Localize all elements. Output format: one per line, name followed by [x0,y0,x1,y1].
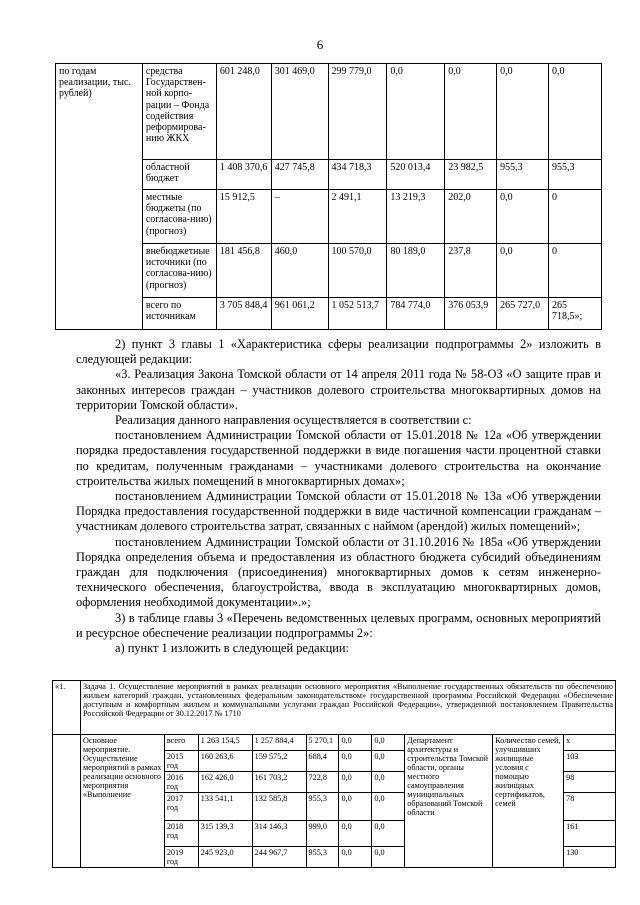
value-cell: 0,0 [372,735,405,751]
period-cell: 2018 год [164,821,198,847]
value-cell: 15 912,5 [216,190,271,244]
value-cell: 5 270,1 [306,735,339,751]
value-cell: 0,0 [387,64,445,160]
value-cell: 301 469,0 [271,64,328,160]
period-cell: 2016 год [164,772,198,793]
indicator-value: 103 [564,751,616,772]
indicator-value: х [564,735,616,751]
value-cell: 1 257 884,4 [252,735,306,751]
paragraph: постановлением Администрации Томской области от 31.10.2016 № 185а «Об утверждении Порядка определения объема и предоставления из областного бюджета субсидий объединениям граждан для подключения (присоединения) многоквартирных домов к сетям инженерно-технического обеспечения, благоустройства, ввода в эксплуатацию многоквартирных домов, оформления необходимой документации».»; [76,534,601,610]
paragraph: 3) в таблице главы 3 «Перечень ведомственных целевых программ, основных мероприятий и ресурсное обеспечение реализации подпрограммы 2»: [76,610,601,640]
value-cell: 237,8 [445,244,497,298]
value-cell: 265 718,5»; [549,298,602,330]
value-cell: 999,0 [306,821,339,847]
value-cell: 13 219,3 [387,190,445,244]
period-cell: 2015 год [164,751,198,772]
value-cell: 1 263 154,5 [198,735,252,751]
finance-table [55,63,602,330]
value-cell: 0,0 [339,821,372,847]
value-cell: 181 456,8 [216,244,271,298]
value-cell: 0,0 [372,793,405,821]
row-number: «1. [53,681,81,735]
value-cell: 0,0 [497,64,549,160]
task-description: Задача 1. Осуществление мероприятий в рамках реализации основного мероприятия «Выполнение государственных обязательств по обеспечению жильем категорий граждан, установленных федеральным законодательством» государственной программы Российской Федерации «Обеспечение доступным и комфортным жильем и коммунальными услугами граждан Российской Федерации», утвержденной постановлением Правительства Российской Федерации от 30.12.2017 № 1710 [80,681,615,735]
value-cell: 315 139,3 [198,821,252,847]
value-cell: 245 923,0 [198,847,252,868]
value-cell: 0,0 [549,64,602,160]
value-cell: 601 248,0 [216,64,271,160]
value-cell: 688,4 [306,751,339,772]
value-cell: 1 052 513,7 [328,298,387,330]
value-cell: 427 745,8 [271,160,328,190]
value-cell: 961 061,2 [271,298,328,330]
table-row [53,735,616,751]
value-cell: 0 [549,190,602,244]
value-cell: 133 541,1 [198,793,252,821]
value-cell: 162 426,0 [198,772,252,793]
value-cell: 0,0 [372,772,405,793]
value-cell: 160 263,6 [198,751,252,772]
indicator-value: 130 [564,847,616,868]
source-label: средства Государствен-ной корпо-рации – Фонда содействия реформирова-нию ЖКХ [142,64,216,160]
table-row [53,681,616,735]
indicator-value: 161 [564,821,616,847]
activity-cell: Основное мероприятие. Осуществление мероприятий в рамках реализации основного мероприятия «Выполнение [80,735,164,868]
paragraph: а) пункт 1 изложить в следующей редакции: [115,641,349,656]
paragraph: «3. Реализация Закона Томской области от 14 апреля 2011 года № 58-ОЗ «О защите прав и законных интересов граждан – участников долевого строительства многоквартирных домов на территории Томской области». [76,367,601,412]
value-cell: 3 705 848,4 [216,298,271,330]
value-cell: 0,0 [497,190,549,244]
value-cell: – [271,190,328,244]
value-cell: 2 491,1 [328,190,387,244]
value-cell: 265 727,0 [497,298,549,330]
source-label: внебюджетные источники (по согласова-нию) (прогноз) [142,244,216,298]
source-label: областной бюджет [142,160,216,190]
amendment-text [76,337,601,656]
value-cell: 722,8 [306,772,339,793]
empty-cell [53,735,81,868]
value-cell: 955,3 [306,793,339,821]
value-cell: 0,0 [372,847,405,868]
value-cell: 0,0 [497,244,549,298]
indicator-value: 78 [564,793,616,821]
value-cell: 299 779,0 [328,64,387,160]
source-label: всего по источникам [142,298,216,330]
value-cell: 784 774,0 [387,298,445,330]
indicator-value: 98 [564,772,616,793]
value-cell: 0,0 [445,64,497,160]
period-header-cell: по годам реализации, тыс. рублей) [56,64,143,330]
value-cell: 955,3 [497,160,549,190]
value-cell: 0 [549,244,602,298]
value-cell: 955,3 [549,160,602,190]
value-cell: 244 967,7 [252,847,306,868]
value-cell: 520 013,4 [387,160,445,190]
paragraph: постановлением Администрации Томской области от 15.01.2018 № 13а «Об утверждении Порядка предоставления государственной поддержки в виде частичной компенсации гражданам – участникам долевого строительства затрат, связанных с наймом (арендой) жилых помещений»; [76,489,601,534]
paragraph: 2) пункт 3 главы 1 «Характеристика сферы реализации подпрограммы 2» изложить в следующей редакции: [76,337,601,367]
value-cell: 0,0 [339,847,372,868]
value-cell: 434 718,3 [328,160,387,190]
value-cell: 0,0 [339,735,372,751]
value-cell: 0,0 [339,751,372,772]
value-cell: 80 189,0 [387,244,445,298]
value-cell: 0,0 [372,751,405,772]
value-cell: 1 408 370,6 [216,160,271,190]
period-cell: всего [164,735,198,751]
indicator-cell: Количество семей, улучшивших жилищные условия с помощью жилищных сертификатов, семей [493,735,564,868]
value-cell: 376 053,9 [445,298,497,330]
paragraph: постановлением Администрации Томской области от 15.01.2018 № 12а «Об утверждении порядка предоставления государственной поддержки в виде погашения части процентной ставки по кредитам, полученным гражданами – участниками долевого строительства на окончание строительства жилых помещений в многоквартирных домах»; [76,428,601,488]
value-cell: 132 585,8 [252,793,306,821]
value-cell: 161 703,2 [252,772,306,793]
table-row [56,64,602,160]
value-cell: 23 982,5 [445,160,497,190]
period-cell: 2019 год [164,847,198,868]
value-cell: 955,3 [306,847,339,868]
period-cell: 2017 год [164,793,198,821]
value-cell: 100 570,0 [328,244,387,298]
value-cell: 0,0 [372,821,405,847]
value-cell: 0,0 [339,793,372,821]
program-table [52,680,616,868]
executor-cell: Департамент архитектуры и строительства Томской области, органы местного самоуправления муниципальных образований Томской области [405,735,493,868]
value-cell: 314 146,3 [252,821,306,847]
value-cell: 0,0 [339,772,372,793]
page-number: 6 [316,37,324,52]
value-cell: 202,0 [445,190,497,244]
value-cell: 159 575,2 [252,751,306,772]
source-label: местные бюджеты (по согласова-нию) (прогноз) [142,190,216,244]
paragraph: Реализация данного направления осуществляется в соответствии с: [115,413,472,428]
value-cell: 460,0 [271,244,328,298]
